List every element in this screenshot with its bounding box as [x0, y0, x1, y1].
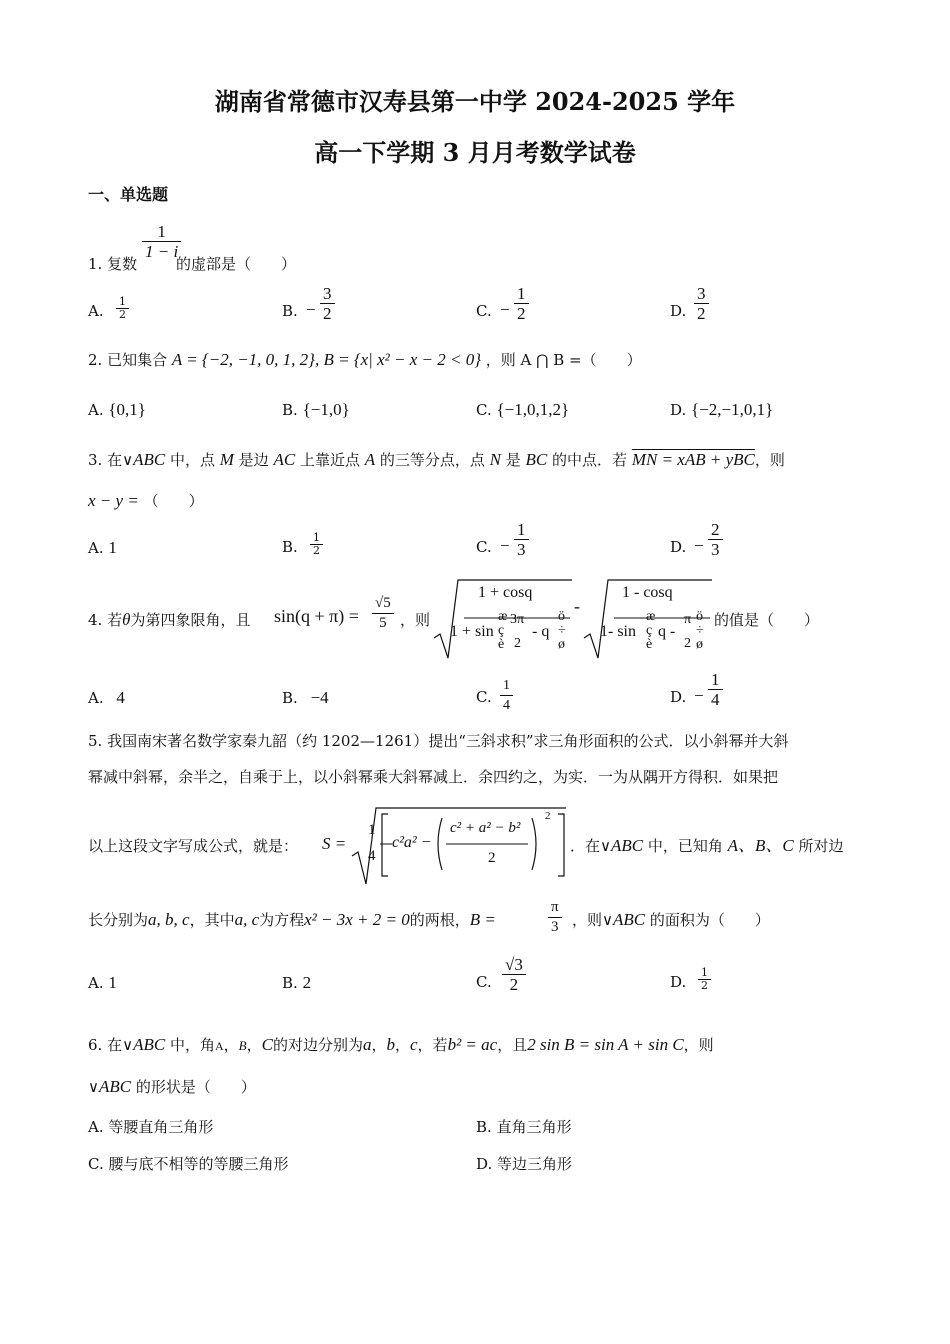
triangle-name: ABC — [133, 450, 166, 469]
frac-den: 2 — [320, 303, 335, 323]
angle-a: A — [214, 1039, 224, 1053]
option-label: C. — [88, 1155, 104, 1173]
frac-den: 3 — [708, 539, 723, 559]
q4-rad2-garble: æ ç è — [646, 609, 656, 652]
option-value: 1 — [108, 538, 117, 557]
text: 的面积为（ ） — [645, 911, 770, 929]
garble-char: è — [498, 637, 505, 652]
pi-frac — [548, 898, 562, 937]
option-label: C. — [476, 538, 492, 556]
option-value: {−2,−1,0,1} — [691, 400, 774, 419]
option-value: 等腰直角三角形 — [108, 1118, 214, 1136]
q4-then: ，则 — [400, 611, 431, 629]
q4-option-a[interactable] — [88, 688, 125, 708]
option-value: 等边三角形 — [497, 1155, 573, 1173]
garble-char: æ — [498, 609, 508, 624]
q5-formula-num: 1 — [368, 822, 376, 838]
section-heading-single-choice: 一、单选题 — [88, 185, 169, 204]
q4-stem-end: 的值是（ ） — [714, 611, 820, 629]
q5-option-c[interactable] — [476, 955, 523, 994]
frac-num: 1 — [711, 670, 720, 689]
angles: A、B、C — [727, 836, 794, 855]
text: 长分别为 — [88, 911, 149, 929]
question-5-line4 — [88, 910, 496, 930]
segment-bc: BC — [525, 450, 548, 469]
option-label: C. — [476, 401, 492, 419]
q3-option-b[interactable] — [282, 531, 320, 557]
question-5-line3-end — [570, 836, 844, 856]
q4-minus: - — [574, 596, 580, 616]
side-b: b — [386, 1035, 395, 1054]
question-6-line2 — [88, 1077, 256, 1097]
option-value: 4 — [116, 688, 125, 707]
q1-option-c[interactable] — [476, 284, 526, 323]
point-m: M — [219, 450, 234, 469]
q1-option-d[interactable] — [670, 284, 706, 323]
text: 4. 若 — [88, 611, 123, 629]
sides-ac: a, c — [234, 910, 260, 929]
frac-den: 2 — [116, 308, 129, 321]
garble-char: ø — [558, 637, 565, 652]
frac-den: 2 — [502, 974, 526, 994]
q5-formula-inner-den: 2 — [488, 850, 496, 866]
text: 上靠近点 — [295, 451, 365, 469]
frac-den: 2 — [698, 979, 711, 992]
option-value: 1 — [108, 973, 117, 992]
question-4 — [88, 610, 250, 630]
option-value: 2 — [302, 973, 312, 992]
q4-rad2-two: 2 — [684, 636, 691, 651]
frac-den: 3 — [548, 917, 562, 937]
sides: a, b, c — [148, 910, 190, 929]
text: 中，角 — [165, 1036, 215, 1054]
q5-formula-c2a2: c²a² − — [392, 834, 432, 851]
frac-den: 2 — [514, 303, 529, 323]
option-label: B. — [282, 689, 298, 707]
side-a: a — [362, 1035, 372, 1054]
question-5-line4-end — [572, 910, 770, 930]
exam-title-line1: 湖南省常德市汉寿县第一中学 2024-2025 学年 — [214, 87, 736, 116]
option-label: D. — [476, 1155, 493, 1173]
option-label: A. — [88, 539, 104, 557]
condition-2: 2 sin B = sin A + sin C — [527, 1035, 684, 1054]
text: ，其中 — [189, 911, 235, 929]
angle-b: B — [238, 1038, 247, 1053]
q3-option-a[interactable] — [88, 538, 117, 558]
q3-c-frac — [514, 520, 529, 559]
q5-formula-radical — [350, 806, 568, 886]
exam-title-line2: 高一下学期 3 月月考数学试卷 — [314, 138, 636, 167]
text: ．在∨ — [570, 837, 611, 855]
equation: x² − 3x + 2 = 0 — [304, 910, 410, 929]
option-value: {−1,0,1,2} — [496, 400, 570, 419]
frac-num: 3 — [697, 284, 706, 303]
q4-option-c[interactable] — [476, 678, 510, 713]
text: 为方程 — [259, 911, 305, 929]
text: 的对边分别为 — [272, 1036, 363, 1054]
question-5-line1: 5. 我国南宋著名数学家秦九韶（约 1202—1261）提出“三斜求积”求三角形面积的公式．以小斜幂并大斜 — [88, 732, 789, 750]
q5-formula-s: S = — [322, 834, 347, 853]
q4-rad1-den: 1 + sin — [450, 623, 494, 640]
option-label: B. — [282, 974, 298, 992]
minus-sign: − — [306, 300, 316, 319]
q2-sets: A = {−2, −1, 0, 1, 2}, B = {x| x² − x − 2 < 0} — [171, 350, 481, 369]
option-label: A. — [88, 302, 104, 320]
question-6-line1: 6. 在∨ABC 中，角A，B，C的对边分别为a，b，c，若b² = ac，且2 sin B = sin A + sin C，则 — [88, 1035, 714, 1054]
q4-rad2-num: 1 - cosq — [622, 584, 673, 601]
theta-symbol: θ — [122, 610, 131, 629]
q1-option-a[interactable] — [88, 295, 126, 321]
frac-num: 1 — [119, 295, 126, 308]
sin-frac — [372, 594, 394, 633]
q4-rad1-tail: - q — [532, 623, 550, 640]
triangle-name: ABC — [98, 1077, 132, 1096]
frac-num: 3 — [323, 284, 332, 303]
option-label: C. — [476, 302, 492, 320]
q4-option-d[interactable] — [670, 670, 720, 709]
option-label: D. — [670, 973, 687, 991]
q4-rad2-den: 1- sin — [600, 623, 636, 640]
q2-option-d[interactable] — [670, 400, 773, 420]
text: 是 — [501, 451, 526, 469]
q5-formula-den: 4 — [368, 848, 376, 864]
garble-char: ç — [498, 623, 505, 638]
q4-rad1-garble-right — [558, 610, 566, 652]
frac-den: 4 — [500, 695, 513, 715]
question-5-line3-start: 以上这段文字写成公式，就是： — [88, 837, 299, 855]
sin-expr: sin(q + π) = — [274, 606, 359, 626]
text: ∨ — [88, 1078, 99, 1096]
q5-option-a[interactable] — [88, 973, 117, 993]
text: 中，点 — [165, 451, 220, 469]
option-label: C. — [476, 973, 492, 991]
q4-rad2-garble-right: ö ÷ ø — [696, 609, 704, 652]
question-2 — [88, 350, 642, 370]
option-label: D. — [670, 688, 687, 706]
option-label: B. — [282, 401, 298, 419]
q4-sin-value — [370, 594, 396, 633]
q1-frac-num: 1 — [157, 222, 166, 241]
q5-c-frac — [502, 955, 526, 994]
frac-num: 1 — [517, 520, 526, 539]
q5-pi-fraction — [546, 898, 564, 937]
q4-c-frac — [500, 676, 513, 715]
q4-d-frac — [708, 670, 723, 709]
option-label: A. — [88, 974, 104, 992]
text: ，则 — [754, 451, 785, 469]
frac-den: 4 — [708, 689, 723, 709]
option-value: −4 — [310, 688, 329, 707]
text: 是边 — [233, 451, 274, 469]
point-n: N — [489, 450, 501, 469]
q3-b-frac — [310, 532, 323, 557]
q4-rad1-garble — [498, 610, 507, 652]
text: ，则 — [683, 1036, 714, 1054]
option-label: A. — [88, 1118, 104, 1136]
option-label: A. — [88, 401, 104, 419]
q1-d-frac — [694, 284, 709, 323]
option-value: 腰与底不相等的等腰三角形 — [108, 1155, 289, 1173]
frac-num: 2 — [711, 520, 720, 539]
question-3-line2 — [88, 491, 204, 511]
frac-den: 2 — [310, 544, 323, 557]
q4-rad1-num: 1 + cosq — [478, 584, 533, 601]
q5-formula-square: 2 — [545, 810, 551, 822]
text: 6. 在∨ — [88, 1036, 134, 1054]
minus-sign: − — [500, 536, 510, 555]
text: 3. 在∨ — [88, 451, 134, 469]
option-label: D. — [670, 401, 687, 419]
q5-option-d[interactable] — [670, 966, 708, 992]
frac-den: 3 — [514, 539, 529, 559]
q4-rad1-inner: 3π — [510, 612, 525, 627]
q1-b-frac — [320, 284, 335, 323]
q1-c-frac — [514, 284, 529, 323]
angle-b: B = — [469, 910, 496, 929]
garble-char: ö — [558, 609, 565, 624]
question-3-line1 — [88, 450, 785, 470]
vector-equation: MN = xAB + yBC — [631, 450, 755, 469]
frac-num: √3 — [505, 955, 523, 974]
q4-rad2-pi: π — [684, 612, 692, 627]
q1-a-frac — [116, 296, 129, 321]
text: ，则∨ — [572, 911, 613, 929]
minus-sign: − — [500, 300, 510, 319]
q1-stem-end: 的虚部是（ ） — [176, 255, 297, 273]
text: 所对边 — [793, 837, 844, 855]
text: （ ） — [143, 492, 204, 510]
text: 的中点．若 — [547, 451, 632, 469]
frac-num: √5 — [375, 595, 391, 611]
text: 为第四象限角，且 — [130, 611, 251, 629]
frac-num: 1 — [701, 966, 708, 979]
option-value: 直角三角形 — [496, 1118, 572, 1136]
minus-sign: − — [694, 536, 704, 555]
q1-option-b[interactable] — [282, 284, 332, 323]
option-value: {0,1} — [108, 400, 146, 419]
q3-d-frac — [708, 520, 723, 559]
option-label: B. — [476, 1118, 492, 1136]
q5-d-frac — [698, 967, 711, 992]
question-5-line2: 幂减中斜幂，余半之，自乘于上，以小斜幂乘大斜幂减上．余四约之，为实．一为从隅开方得积．如果把 — [88, 768, 779, 786]
q5-formula-inner-num: c² + a² − b² — [450, 820, 521, 836]
point-a: A — [364, 450, 376, 469]
option-label: B. — [282, 538, 298, 556]
q2-option-a[interactable] — [88, 400, 146, 420]
q4-sin-expression — [274, 606, 359, 627]
minus-sign: − — [694, 686, 704, 705]
triangle-name: ABC — [133, 1035, 166, 1054]
option-value: {−1,0} — [302, 400, 350, 419]
q3-option-c[interactable] — [476, 520, 526, 559]
angle-c: C — [261, 1035, 273, 1054]
q1-frac-den: 1 − i — [142, 241, 181, 261]
option-label: A. — [88, 689, 104, 707]
text: 的两根， — [409, 911, 470, 929]
frac-num: 1 — [517, 284, 526, 303]
frac-den: 5 — [372, 613, 394, 633]
option-label: B. — [282, 302, 298, 320]
q6-option-d[interactable] — [476, 1153, 572, 1174]
q2-option-b[interactable] — [282, 400, 350, 420]
q1-stem-start: 1. 复数 — [88, 255, 138, 273]
text: 中，已知角 — [643, 837, 728, 855]
q3-option-d[interactable] — [670, 520, 720, 559]
q4-option-b[interactable] — [282, 688, 329, 708]
q6-option-b[interactable] — [476, 1116, 572, 1137]
triangle-name: ABC — [610, 836, 644, 855]
text: 的三等分点，点 — [375, 451, 490, 469]
q4-rad1-inner-den: 2 — [514, 636, 521, 651]
option-label: D. — [670, 302, 687, 320]
q5-option-b[interactable] — [282, 973, 311, 993]
q6-option-c[interactable] — [88, 1153, 289, 1174]
option-label: C. — [476, 688, 492, 706]
expression: x − y = — [88, 491, 139, 510]
frac-den: 2 — [694, 303, 709, 323]
q2-stem-start: 2. 已知集合 — [88, 351, 168, 369]
q2-option-c[interactable] — [476, 400, 569, 420]
option-label: D. — [670, 538, 687, 556]
text: 的形状是（ ） — [131, 1078, 256, 1096]
segment-ac: AC — [273, 450, 296, 469]
garble-char: ÷ — [558, 623, 566, 638]
frac-num: π — [551, 899, 559, 915]
frac-num: 1 — [313, 531, 320, 544]
q4-rad2-q: q - — [658, 623, 676, 640]
triangle-name: ABC — [612, 910, 646, 929]
condition-1: b² = ac — [447, 1035, 498, 1054]
q6-option-a[interactable] — [88, 1116, 213, 1137]
q2-stem-end: ，则 A ⋂ B =（ ） — [485, 351, 642, 369]
frac-num: 1 — [503, 678, 510, 693]
side-c: c — [410, 1035, 418, 1054]
